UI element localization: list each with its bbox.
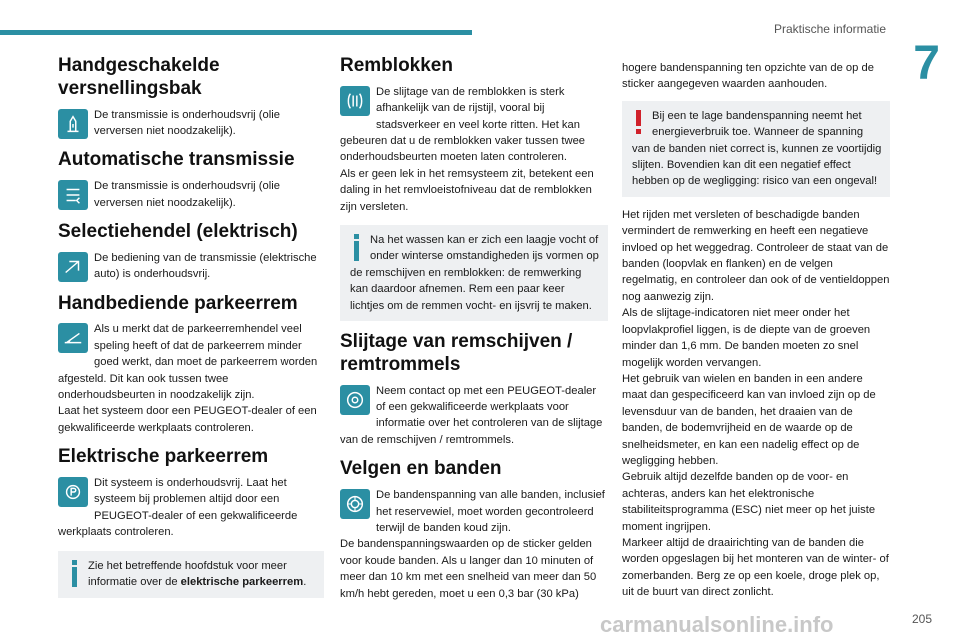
heading-manual-parking-brake: Handbediende parkeerrem [58,292,298,314]
wheels-tyres-text-2: De bandenspanningswaarden op de sticker gelden voor koude banden. Als u langer dan 10 minuten of meer dan 10 km met een snelheid van meer dan 50 km/h hebt gereden, moet u een 0,3 bar (30 kPa) [340,538,597,600]
section-automatic-transmission [58,149,324,211]
chapter-number: 7 [913,37,940,90]
section-electric-parking-brake [58,446,324,540]
electric-parking-brake-text: Dit systeem is onderhoudsvrij. Laat het systeem bij problemen altijd door een PEUGEOT-dealer of een gekwalificeerde werkplaats controleren. [58,477,298,539]
tyre-pressure-continued: hogere bandenspanning ten opzichte van de op de sticker aangegeven waarden aanhouden. [622,62,874,91]
parking-brake-lever-icon [58,323,88,353]
wheels-tyres-text-1: De bandenspanning van alle banden, inclusief het reservewiel, moet worden gecontroleerd terwijl de banden koud zijn. [376,489,605,534]
running-header: Praktische informatie [773,22,886,36]
info-icon [350,232,364,262]
warning-note-tyre-pressure [622,101,890,197]
tyre-paragraph-2: Als de slijtage-indicatoren niet meer onder het loopvlakprofiel liggen, is de diepte van de groeven minder dan 1,6 mm. De banden moeten zo snel mogelijk worden vervangen. [622,307,871,369]
page-number: 205 [911,612,932,626]
section-brake-pads [340,55,608,215]
brake-moisture-note-text: Na het wassen kan er zich een laagje vocht of onder winterse omstandigheden ijs vormen op de remschijven en remblokken: de remwerking kan daardoor afnemen. Rem een paar keer lichtjes om de remmen vocht- en ijsvrij te maken. [350,234,599,312]
info-icon [68,558,82,588]
tyre-paragraph-3: Het gebruik van wielen en banden in een andere maat dan gespecificeerd kan van invloed zijn op de levensduur van de banden, het draaien van de banden, de bodemvrijheid en de waarde op de snelheidsmeter, en kan een nadelig effect op de wegligging hebben. [622,372,876,467]
heading-brake-pads: Remblokken [340,55,453,76]
selector-lever-text: De bediening van de transmissie (elektrische auto) is onderhoudsvrij. [94,251,317,281]
section-brake-disc-wear [340,331,608,448]
warning-note-text: Bij een te lage bandenspanning neemt het energieverbruik toe. Wanneer de spanning van de banden niet correct is, kunnen ze voortijdig slijten. Bovendien kan dit een negatief effect hebben op de wegligging: risico van een ongeval! [632,109,882,188]
heading-automatic-transmission: Automatische transmissie [58,149,295,171]
heading-wheels-tyres: Velgen en banden [340,458,502,480]
section-wheels-tyres [340,458,608,602]
electric-parking-brake-icon [58,477,88,507]
tyre-icon [340,489,370,519]
selector-lever-icon [58,252,88,282]
watermark: carmanualsonline.info [600,612,834,637]
section-selector-lever [58,221,324,283]
warning-icon [632,108,646,138]
tyre-paragraph-4: Gebruik altijd dezelfde banden op de voor- en achteras, anders kan het elektronische stabiliteitsprogramma (ESC) niet meer op het juiste moment ingrijpen. [622,471,876,533]
heading-brake-disc-wear: Slijtage van remschijven / remtrommels [340,331,573,375]
column-left [58,55,324,608]
column-right [622,60,890,601]
brake-disc-icon [340,385,370,415]
note-end: . [303,576,307,589]
automatic-transmission-text: De transmissie is onderhoudsvrij (olie verversen niet noodzakelijk). [94,180,280,209]
brake-pads-icon [340,86,370,116]
note-text: Zie het betreffende hoofdstuk voor meer informatie over de [88,559,287,589]
column-middle [340,55,608,612]
brake-disc-wear-text: Neem contact op met een PEUGEOT-dealer of een gekwalificeerde werkplaats voor informatie over het controleren van de slijtage van de remschijven / remtrommels. [340,384,603,446]
manual-gearbox-text: De transmissie is onderhoudsvrij (olie verversen niet noodzakelijk). [94,108,280,137]
brake-pads-text-1: De slijtage van de remblokken is sterk afhankelijk van de rijstijl, vooral bij stadsverkeer en veel korte ritten. Het kan gebeuren dat u de remblokken vaker tussen twee onderhoudsbeurten moeten laten controleren. [340,85,586,164]
info-note-brake-moisture [340,225,608,321]
heading-manual-gearbox: Handgeschakelde versnellingsbak [58,55,220,99]
brake-pads-text-2: Als er geen lek in het remsysteem zit, betekent een daling in het remvloeistofniveau dat de remblokken zijn versleten. [340,167,594,213]
gearbox-oil-icon [58,109,88,139]
note-bold-text: elektrische parkeerrem [180,576,304,589]
heading-electric-parking-brake: Elektrische parkeerrem [58,446,269,468]
manual-parking-brake-text-1: Als u merkt dat de parkeerremhendel veel speling heeft of dat de parkeerrem minder goed werkt, dan moet de parkeerrem worden afgesteld. Dit kan ook tussen twee onderhoudsbeurten in noodzakelijk zijn. [58,323,318,402]
header-accent-bar [0,30,472,35]
transmission-icon [58,180,88,210]
tyre-paragraph-5: Markeer altijd de draairichting van de banden die worden opgeslagen bij het monteren van de winter- of zomerbanden. Berg ze op een koele, droge plek op, uit de buurt van direct zonlicht. [622,536,889,599]
manual-parking-brake-text-2: Laat het systeem door een PEUGEOT-dealer of een gekwalificeerde werkplaats controleren. [58,405,317,434]
info-note-parking-brake [58,551,324,598]
heading-selector-lever: Selectiehendel (elektrisch) [58,221,298,243]
tyre-paragraph-1: Het rijden met versleten of beschadigde banden vermindert de remwerking en heeft een negatieve invloed op het weggedrag. Controleer de staat van de banden (loopvlak en flanken) en de velgen regelmatig, en controleer dan ook of de ventieldoppen nog aanwezig zijn. [622,208,890,303]
section-manual-gearbox [58,55,324,139]
section-manual-parking-brake [58,293,324,437]
